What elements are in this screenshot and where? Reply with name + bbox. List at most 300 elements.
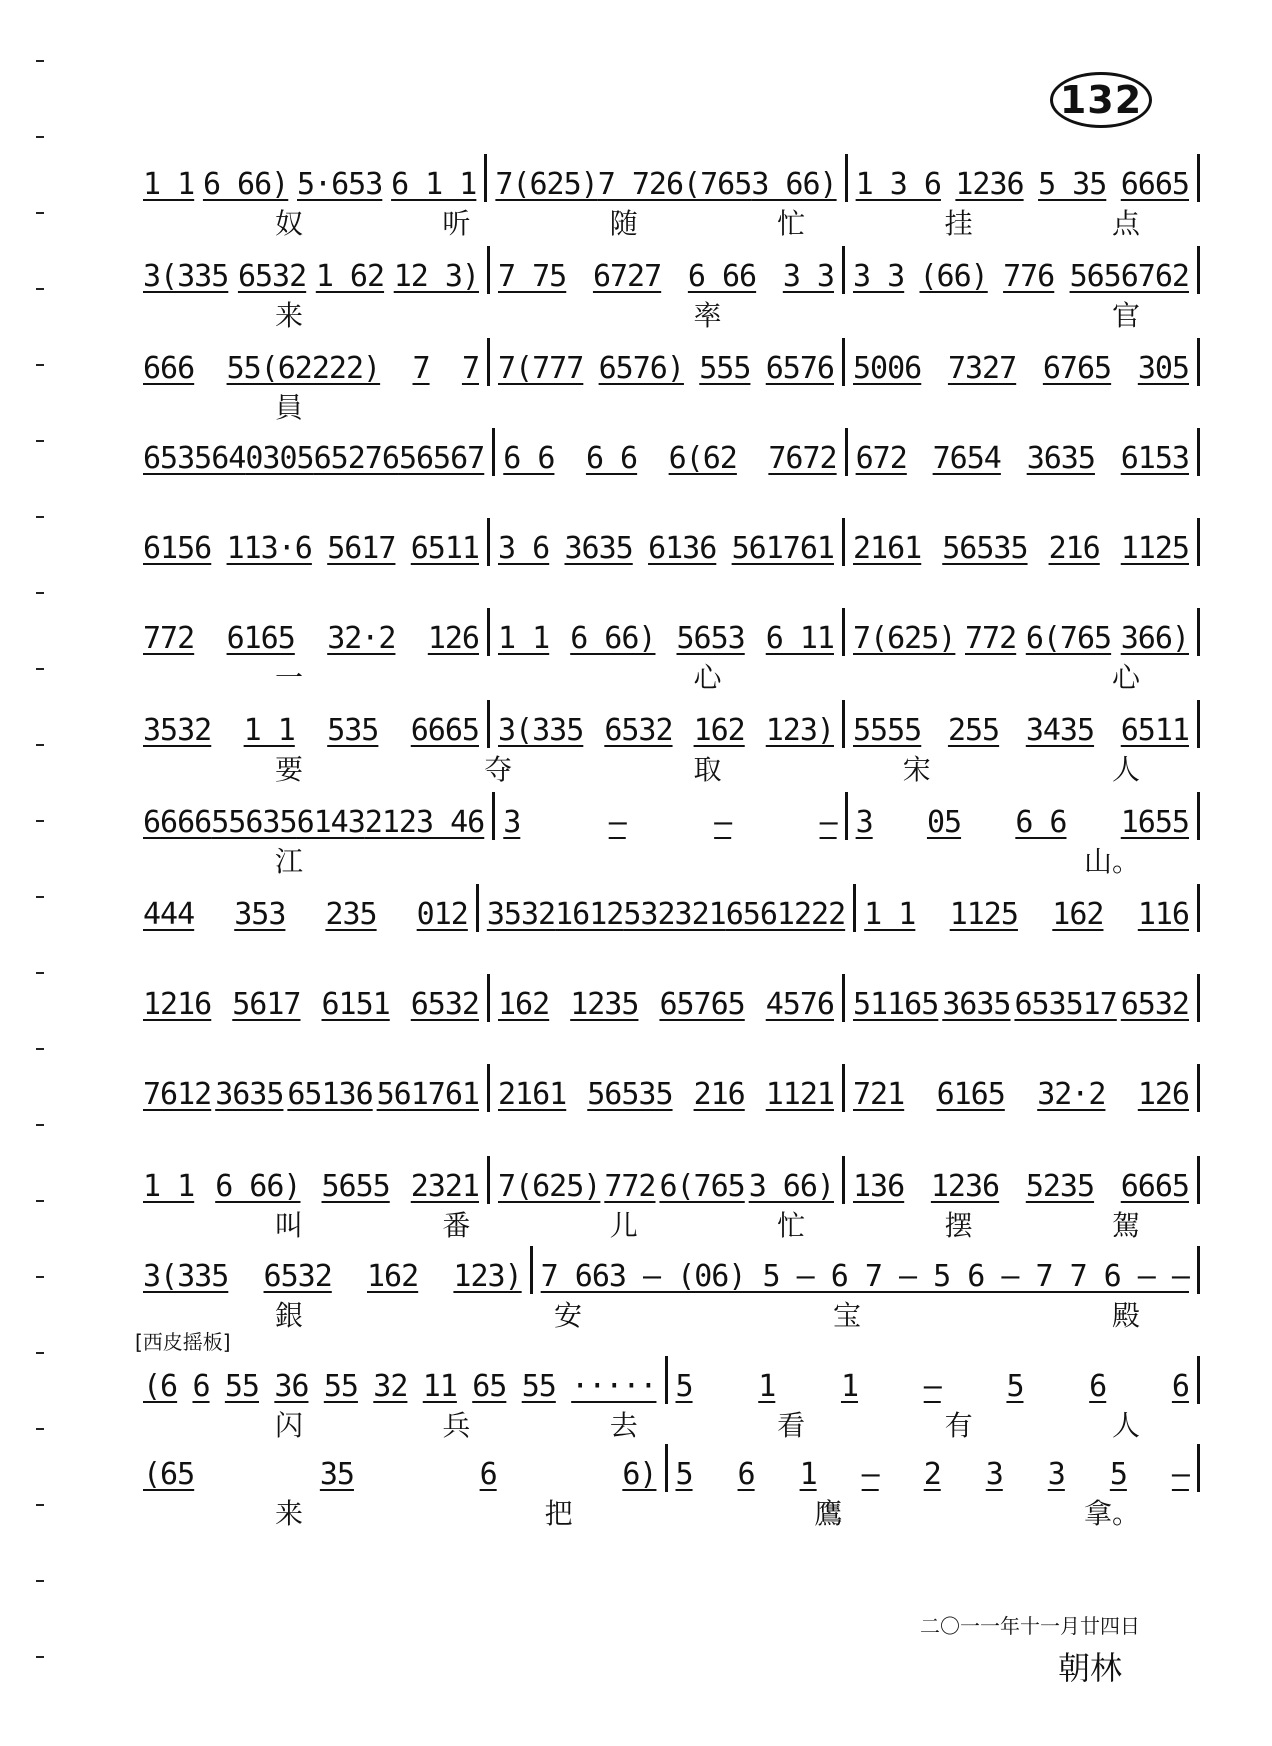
beat-group: 5 [675,1369,693,1404]
lyric-syllable: 番 [442,1209,471,1242]
beat-group: 5006 [853,351,922,386]
beat-group: 1 1 [143,167,195,202]
measure [479,884,856,932]
measure [135,1246,533,1294]
margin-tick [36,60,44,62]
beat-group: 3635 [215,1077,284,1112]
margin-tick [36,440,44,442]
measure [135,700,490,748]
measure [845,1064,1200,1112]
beat-group: 2321 [410,1169,479,1204]
lyric-syllable: 拿。 [1083,1497,1140,1530]
beat-group: 1236 [955,167,1024,202]
beat-group: 772 [604,1169,656,1204]
beat-group: 162 [693,713,745,748]
beat-group: 36 [274,1369,309,1404]
notation-line [135,880,1200,932]
beat-group: 65276 [313,441,399,476]
lyric-line [135,932,1200,962]
margin-tick [36,820,44,822]
section-label: [西皮摇板] [135,1330,231,1354]
beat-group: 1 1 [864,897,916,932]
binding-margin-ticks [36,60,46,1700]
beat-group: 6153 [1120,441,1189,476]
margin-tick [36,212,44,214]
beat-group: 5·653 [297,167,383,202]
beat-group: 12 3) [393,259,479,294]
beat-group: 6532 [237,259,307,294]
beat-group: 7(777 [498,351,584,386]
beat-group: 116 [1137,897,1189,932]
beat-group: 6) [622,1457,657,1492]
measure [490,700,845,748]
lyric-syllable: 闪 [275,1409,304,1442]
measure [135,338,490,386]
margin-tick [36,516,44,518]
beat-group: 7612 [143,1077,212,1112]
beat-group: 6665 [1120,167,1189,202]
beat-group: 6 66 [687,259,757,294]
beat-group: 6511 [410,531,479,566]
notation-line [135,604,1200,656]
score-system [135,696,1200,786]
beat-group: 0305 [245,441,314,476]
beat-group: 6 6 [503,441,555,476]
measure [490,1156,845,1204]
beat-group: (65 [143,1457,195,1492]
beat-group: 7 [461,351,479,386]
lyric-line [135,748,1200,786]
beat-group: 56535 [587,1077,673,1112]
beat-group: 1 3 6 [855,167,941,202]
beat-group: 6(765 [659,1169,745,1204]
beat-group: 7 663 — (06) 5 — 6 7 — 5 6 — 7 7 6 — — [540,1259,1189,1294]
score-system [135,1440,1200,1530]
measure [135,1356,668,1404]
notation-line [135,1352,1200,1404]
beat-group: 1 [799,1457,817,1492]
beat-group: 56567 [398,441,485,476]
beat-group: 113·6 [226,531,312,566]
lyric-syllable: 挂 [944,207,973,240]
signature-block [900,1610,1160,1689]
beat-group: — [714,805,732,840]
lyric-line [135,840,1200,878]
lyric-syllable: 員 [275,391,304,424]
margin-tick [36,592,44,594]
score-system [135,604,1200,694]
beat-group: 366) [1120,621,1189,656]
beat-group: 3 66) [748,1169,834,1204]
measure [135,792,495,840]
lyric-syllable: 听 [442,207,471,240]
beat-group: 4576 [765,987,834,1022]
margin-tick [36,668,44,670]
measure [495,792,847,840]
beat-group: 672 [855,441,907,476]
lyric-syllable: 要 [275,753,304,786]
beat-group: 6532 [410,987,479,1022]
beat-group: 1236 [930,1169,1000,1204]
beat-group: ····· [571,1369,657,1404]
lyric-syllable: 官 [1111,299,1140,332]
measure [856,884,1200,932]
beat-group: 65136 [287,1077,373,1112]
score-system [135,334,1200,424]
beat-group: 6165 [936,1077,1005,1112]
notation-line [135,1242,1200,1294]
beat-group: 126 [427,621,479,656]
beat-group: 1655 [1120,805,1189,840]
measure [135,428,495,476]
beat-group: 1 62 [315,259,385,294]
margin-tick [36,1048,44,1050]
beat-group: 5 35 [1038,167,1107,202]
beat-group: — [608,805,626,840]
beat-group: 653564 [143,441,246,476]
beat-group: 55 [521,1369,556,1404]
measure [487,154,847,202]
measure [845,518,1200,566]
beat-group: — [819,805,837,840]
beat-group: 32·2 [1037,1077,1106,1112]
lyric-syllable: 人 [1111,1409,1140,1442]
lyric-syllable: 人 [1111,753,1140,786]
beat-group: 55(62222) [226,351,381,386]
lyric-syllable: 叫 [275,1209,304,1242]
score-system [135,880,1200,960]
beat-group: 6665 [410,713,479,748]
beat-group: 776 [1003,259,1055,294]
beat-group: 772 [965,621,1017,656]
lyric-syllable: 一 [275,661,304,694]
beat-group: 1 [758,1369,776,1404]
beat-group: 3(335 [143,1259,229,1294]
beat-group: 5235 [1025,1169,1095,1204]
beat-group: — [861,1457,879,1492]
beat-group: 1 1 [143,1169,195,1204]
measure [668,1444,1201,1492]
beat-group: 555 [699,351,751,386]
measure [135,246,490,294]
beat-group: 3 3 [782,259,834,294]
beat-group: 3635 [564,531,633,566]
beat-group: 3 6 [498,531,550,566]
lyric-syllable: 率 [693,299,722,332]
beat-group: 561761 [376,1077,479,1112]
beat-group: 6151 [321,987,390,1022]
measure [845,246,1200,294]
measure [135,974,490,1022]
beat-group: 353 [234,897,286,932]
lyric-line [135,294,1200,332]
beat-group: 1216 [143,987,212,1022]
beat-group: 6532 [604,713,673,748]
beat-group: 1 1 [243,713,295,748]
beat-group: 1 1 [498,621,550,656]
score-system [135,1330,1200,1442]
beat-group: 2123 46 [364,805,485,840]
measure [495,428,847,476]
margin-tick [36,1124,44,1126]
beat-group: 3635 [1026,441,1095,476]
beat-group: 32·2 [327,621,396,656]
beat-group: 6532 [1120,987,1189,1022]
beat-group: 6165 [226,621,295,656]
lyric-syllable: 摆 [944,1209,973,1242]
measure [135,154,487,202]
beat-group: 7 72 [597,167,666,202]
lyric-syllable: 随 [609,207,638,240]
beat-group: — [1171,1457,1189,1492]
beat-group: 6 1 1 [391,167,477,202]
beat-group: 1235 [570,987,639,1022]
measure [135,1444,668,1492]
margin-tick [36,364,44,366]
beat-group: 65 [472,1369,507,1404]
notation-line [135,1060,1200,1112]
beat-group: 6(62 [668,441,737,476]
measure [135,518,490,566]
beat-group: 2161 [498,1077,567,1112]
lyric-syllable: 忙 [777,207,806,240]
beat-group: 5555 [853,713,922,748]
measure [490,608,845,656]
beat-group: 5653 [676,621,745,656]
beat-group: 6 [1171,1369,1189,1404]
date-note: 二〇一一年十一月廿四日 [920,1614,1140,1638]
beat-group: 6511 [1120,713,1189,748]
beat-group: 6(765 [1025,621,1112,656]
notation-line [135,424,1200,476]
measure [848,428,1200,476]
beat-group: 7(625) [853,621,956,656]
lyric-syllable: 銀 [275,1299,304,1332]
beat-group: 444 [143,897,195,932]
margin-tick [36,972,44,974]
beat-group: 1121 [765,1077,834,1112]
beat-group: 721 [853,1077,905,1112]
lyric-syllable: 殿 [1111,1299,1140,1332]
beat-group: 772 [143,621,195,656]
notation-line [135,1440,1200,1492]
measure [490,246,845,294]
measure [533,1246,1200,1294]
beat-group: 3635 [942,987,1011,1022]
lyric-syllable: 安 [553,1299,582,1332]
measure [490,1064,845,1112]
measure [490,974,845,1022]
beat-group: 126 [1137,1077,1189,1112]
measure [845,974,1200,1022]
beat-group: 3 66) [751,167,837,202]
beat-group: 11 [422,1369,457,1404]
beat-group: 6 6 [585,441,638,476]
notation-line [135,150,1200,202]
beat-group: 6 6 [1015,805,1067,840]
beat-group: 6576 [765,351,834,386]
margin-tick [36,744,44,746]
measure [848,154,1200,202]
beat-group: 6665 [1120,1169,1189,1204]
margin-tick [36,136,44,138]
score-system [135,1242,1200,1332]
lyric-line [135,1404,1200,1442]
beat-group: 6156 [143,531,212,566]
beat-group: 255 [947,713,1000,748]
lyric-syllable: 来 [275,299,304,332]
beat-group: 6666 [143,805,212,840]
beat-group: 123) [765,713,834,748]
measure [135,884,479,932]
beat-group: 2 [923,1457,941,1492]
beat-group: 561761 [731,531,834,566]
lyric-syllable: 鷹 [814,1497,843,1530]
beat-group: 6 [192,1369,210,1404]
lyric-line [135,202,1200,240]
beat-group: 55 [323,1369,358,1404]
beat-group: 05 [926,805,962,840]
margin-tick [36,1200,44,1202]
beat-group: 6765 [1042,351,1112,386]
lyric-line [135,1204,1200,1242]
notation-line [135,514,1200,566]
lyric-line [135,1492,1200,1530]
beat-group: 162 [498,987,550,1022]
score-system [135,242,1200,332]
beat-group: 6 [1089,1369,1107,1404]
margin-tick [36,1504,44,1506]
beat-group: 6 [737,1457,755,1492]
margin-tick [36,1352,44,1354]
beat-group: 6143 [296,805,365,840]
beat-group: 6136 [648,531,717,566]
measure [490,338,845,386]
beat-group: 305 [1137,351,1189,386]
beat-group: 6727 [592,259,662,294]
lyric-syllable: 点 [1111,207,1140,240]
beat-group: 162 [367,1259,419,1294]
beat-group: 51165 [853,987,939,1022]
notation-line [135,696,1200,748]
beat-group: 6 11 [765,621,834,656]
lyric-syllable: 宋 [902,753,931,786]
beat-group: 3 3 [853,259,905,294]
margin-tick [36,1656,44,1658]
lyric-line [135,1022,1200,1052]
beat-group: 5655 [321,1169,390,1204]
measure [135,1156,490,1204]
beat-group: 6 66) [570,621,656,656]
beat-group: 5617 [232,987,301,1022]
margin-tick [36,1580,44,1582]
measure [845,700,1200,748]
beat-group: 3 [503,805,521,840]
margin-tick [36,1276,44,1278]
beat-group: 5617 [327,531,396,566]
measure [668,1356,1201,1404]
measure [135,608,490,656]
lyric-syllable: 心 [693,661,722,694]
beat-group: 3 [1047,1457,1065,1492]
beat-group: — [923,1369,941,1404]
beat-group: 6561222 [725,897,846,932]
score-system [135,1060,1200,1140]
beat-group: 7(625) [495,167,598,202]
notation-line [135,970,1200,1022]
beat-group: 7 75 [498,259,567,294]
measure [845,608,1200,656]
beat-group: 5656762 [1069,259,1189,294]
beat-group: 653517 [1014,987,1117,1022]
measure [490,518,845,566]
lyric-syllable: 駕 [1111,1209,1140,1242]
beat-group: 6532 [263,1259,332,1294]
beat-group: 35 [319,1457,354,1492]
beat-group: 216 [693,1077,745,1112]
beat-group: 3 [855,805,873,840]
beat-group: 162 [1052,897,1104,932]
beat-group: 3532 [143,713,212,748]
signature: 朝林 [1057,1649,1122,1687]
lyric-syllable: 兵 [442,1409,471,1442]
beat-group: 3(335 [498,713,584,748]
lyric-syllable: 看 [777,1409,806,1442]
measure [135,1064,490,1112]
beat-group: 6 66) [215,1169,301,1204]
beat-group: 7654 [932,441,1001,476]
beat-group: 123) [453,1259,522,1294]
beat-group: 3 [985,1457,1003,1492]
beat-group: 216 [1048,531,1100,566]
beat-group: 5 [1006,1369,1024,1404]
lyric-syllable: 把 [544,1497,573,1530]
lyric-syllable: 去 [609,1409,638,1442]
score-system [135,150,1200,240]
lyric-line [135,386,1200,424]
lyric-syllable: 来 [275,1497,304,1530]
score-system [135,514,1200,594]
notation-line [135,334,1200,386]
beat-group: 55 [224,1369,259,1404]
beat-group: 7672 [768,441,837,476]
beat-group: 6 [479,1457,497,1492]
beat-group: 2161 [853,531,922,566]
lyric-syllable: 儿 [609,1209,638,1242]
beat-group: 6(765 [666,167,752,202]
lyric-syllable: 有 [944,1409,973,1442]
beat-group: 7(625) [498,1169,601,1204]
beat-group: (6 [143,1369,178,1404]
beat-group: 5 [675,1457,693,1492]
lyric-syllable: 心 [1111,661,1140,694]
lyric-syllable: 奴 [275,207,304,240]
beat-group: (66) [919,259,988,294]
notation-line [135,1152,1200,1204]
beat-group: 6576) [598,351,684,386]
lyric-syllable: 山。 [1083,845,1140,878]
beat-group: 532321 [623,897,726,932]
measure [845,1156,1200,1204]
beat-group: 666 [143,351,195,386]
lyric-syllable: 夺 [484,753,513,786]
beat-group: 535 [327,713,379,748]
beat-group: 6 66) [202,167,289,202]
score-system [135,424,1200,504]
beat-group: 32 [373,1369,408,1404]
beat-group: 1125 [1120,531,1189,566]
score-system [135,788,1200,878]
